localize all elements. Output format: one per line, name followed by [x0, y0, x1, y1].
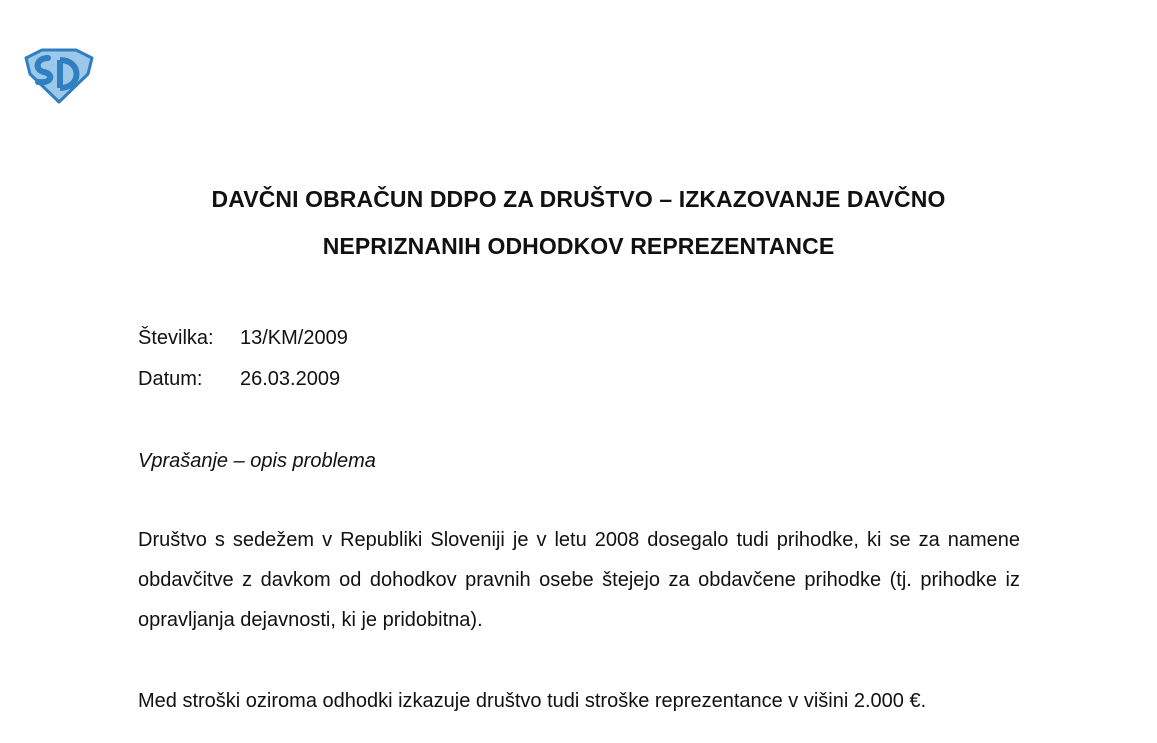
- document-number-label: Številka:: [138, 327, 214, 349]
- sd-shield-logo-icon: [22, 48, 96, 104]
- document-number-row: [138, 327, 348, 350]
- document-title-line-2: NEPRIZNANIH ODHODKOV REPREZENTANCE: [322, 233, 835, 259]
- question-section-heading: Vprašanje – opis problema: [138, 450, 376, 472]
- document-date-label: Datum:: [138, 368, 203, 390]
- document-date-row: [138, 368, 340, 391]
- question-paragraph-2: Med stroški oziroma odhodki izkazuje društvo tudi stroške reprezentance v višini 2.000 €.: [138, 690, 927, 712]
- document-number-value: 13/KM/2009: [240, 327, 348, 349]
- document-title-line-1: DAVČNI OBRAČUN DDPO ZA DRUŠTVO – IZKAZOVANJE DAVČNO: [211, 186, 946, 212]
- document-date-value: 26.03.2009: [240, 368, 341, 390]
- question-paragraph-1: Društvo s sedežem v Republiki Sloveniji je v letu 2008 dosegalo tudi prihodke, ki se za namene obdavčitve z davkom od dohodkov pravnih osebe štejejo za obdavčene prihodke (tj. prihodke iz opravljanja dejavnosti, ki je pridobitna).: [138, 529, 1020, 631]
